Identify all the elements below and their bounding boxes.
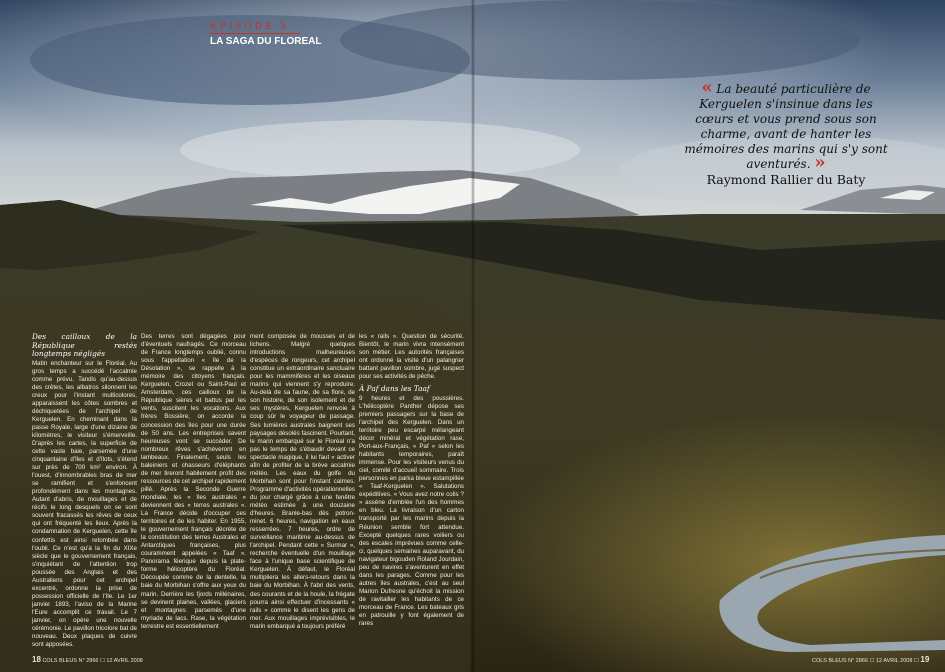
folio-text-left: COLS BLEUS N° 2866 ☐ 12 AVRIL 2008 bbox=[42, 658, 143, 664]
column-text: Matin enchanteur sur le Floréal. Au gros temps a succédé l'accalmie comme prévu. Tandis qu'au-dessus des crêtes, les albatros silonnent les creux pour l'instant multicolores, apparaissent les côtes sombres et déchiquetées de l'archipel de Kerguelen. En cheminant dans la passe Royale, large d'une dizaine de kilomètres, le visiteur s'émerveille. D'après les cartes, la superficie de cette vaste baie, parsemée d'une cinquantaine d'îles et d'îlots, s'étend sur près de 700 km² environ. À l'ouest, d'innombrables bras de mer se ramifient et s'enfoncent profondément dans les montagnes. Autant d'abris, de mouillages et de récifs le long desquels on se sont souvent fracassés les rêves de ceux qui ont fréquenté les lieux. Après la condamnation de Kerguelen, cette île confettis est ainsi retombée dans l'oubli. Ce n'est qu'à la fin du XIXe siècle que le gouvernement français, s'inquiétant de l'attention trop poussée des Anglais et des Australiens pour cet archipel excentré, ordonne la prise de possession officielle de l'île. Le 1er janvier 1893, l'aviso de la Marine l'Eure accomplit ce travail. Le 7 janvier, on opère une nouvelle cérémonie. Le pavillon tricolore bat de nouveau. Deux plaques de cuivre sont apposées. bbox=[32, 359, 137, 649]
article-column-3 bbox=[250, 333, 355, 651]
column-text: Des terres sont dégagées pour d'éventuels naufragés. Ce morceau de France longtemps oublié, connu sous l'appellation « île de la Désolation », se rappelle à la mémoire des citoyens français. Kerguelen, Crozet ou Saint-Paul et Amsterdam, ces cailloux de la République sières et battus par les vents, suscitent les vocations. Aux frères Bossière, on accorde la concession des îles pour une durée de 50 ans. Les entreprises savent heureuses vont se succéder. De nombreux rêves s'achèveront en lambeaux. Finalement, seuls les baleiniers et chasseurs d'éléphants de mer tireront habilement profit des ressources de cet archipel rapidement pillé. Après la Seconde Guerre mondiale, les « îles australes » deviennent des « terres australes ». La France décide d'occuper ces territoires et de les habiter. En 1955, le gouvernement français décrète de la constitution des terres Australes et Antarctiques françaises, plus couramment appelées « Taaf ». Panorama féerique depuis la plate-forme hélicoptère du Floréal. Découpée comme de la dentelle, la baie du Morbihan s'offre aux yeux du marin. Derrière les fjords millénaires, se devinent plaines, vallées, glaciers et montagnes parsemés d'une myriade de lacs. Rase, la végétation terrestre est essentiellement bbox=[141, 333, 246, 630]
subheading: À Paf dans les Taaf bbox=[359, 384, 430, 394]
folio-left bbox=[32, 655, 143, 664]
pull-quote bbox=[680, 77, 892, 187]
column-text: 9 heures et des poussières. L'hélicoptère Panther dépose ses premiers passagers sur la base de l'archipel des Kerguelen. Dans un territoire peu escarpé mélangeant décor minéral et végétation rase, Port-aux-Français, « Paf » selon les habitants temporaires, paraît immense. Pour les visiteurs venus du ciel, comité d'accueil sommaire. Trois personnes en parka bleue estampillée « Taaf-Kerguelen ». Salutations expéditives. « Vous avez notre colis ? » assène d'emblée l'un des hommes en bleu. La livraison d'un carton transporté par les marins depuis la Réunion semble fort attendue. Excepté quelques rares voiliers ou des escales imprévues comme celle-ci, quelques semaines auparavant, du navigateur bigouden Roland Jourdain, peu de navires s'aventurent en effet dans les parages. Comme pour les autres îles australes, c'est au seul Marion Dufresne qu'échoit la mission de ravitailler les habitants de ce morceau de France. Les bateaux gris en patrouille y font également de rares bbox=[359, 394, 464, 628]
folio-text-right: COLS BLEUS N° 2866 ☐ 12 AVRIL 2008 ☐ bbox=[812, 658, 919, 664]
article-column-4 bbox=[359, 333, 464, 651]
column-text: les « rails ». Question de sécurité. Bientôt, le marin vivra intensément son métier. Les autorités françaises ont ordonné la visite d'un palangrier battant pavillon sombre, jugé suspect pour ses activités de pêche. bbox=[359, 333, 464, 381]
section-kicker bbox=[210, 22, 322, 48]
quote-close-mark: » bbox=[814, 152, 826, 173]
series-title: LA SAGA DU FLOREAL bbox=[210, 33, 300, 48]
folio-right bbox=[812, 655, 929, 664]
page-number-right: 19 bbox=[920, 655, 930, 664]
episode-label: EPISODE 5 bbox=[210, 22, 290, 32]
quote-text: La beauté particulière de Kerguelen s'insinue dans les cœurs et vous prend sous son charme, avant de hanter les mémoires des marins qui s'y sont aventurés. bbox=[684, 82, 888, 171]
quote-open-mark: « bbox=[701, 77, 713, 98]
article-column-2 bbox=[141, 333, 246, 651]
subheading: Des cailloux de la République restés longtemps négligés bbox=[32, 333, 137, 358]
page-number-left: 18 bbox=[32, 655, 41, 664]
quote-author: Raymond Rallier du Baty bbox=[706, 172, 866, 187]
spread-gutter bbox=[471, 0, 475, 672]
column-text: ment composée de mousses et de lichens. Malgré quelques introductions malheureuses d'espèces de rongeurs, cet archipel constitue un extraordinaire sanctuaire pour les mammifères et les oiseaux marins qui viennent s'y reproduire. Au-delà de sa faune, de sa flore, de son histoire, de son isolement et de ses mystères, Kerguelen renvoie à coup sûr le voyageur de passage. Ses lumières australes baignent ses paysages désolés fascinent. Pourtant, le marin embarqué sur le Floréal n'a pas le temps de s'ébaudir devant ce spectacle magique, il lui faut « activer afin de profiter de la brève accalmie météo. Les eaux du golfe du Morbihan sont pour l'instant calmes. Programme d'activités opérationnelles du jour chargé grâce à une fenêtre météo estimée à une douzaine d'heures. Branle-bas dès potron-minet. 6 heures, navigation en eaux resserrées. 7 heures, ordre de surveillance maritime au-dessus de l'archipel. Pendant cette « Surmar », recherche éventuelle d'un mouillage face à l'unique base scientifique de Kerguelen. À défaut, le Floréal multipliera les allers-retours dans la baie du Morbihan. À l'abri des vents, des courants et de la houle, la frégate pourra ainsi effectuer d'incessants « rails » comme le disent les gens de mer. Aux mouillages imprévisibles, le marin embarqué a toujours préféré bbox=[250, 333, 355, 630]
article-column-1 bbox=[32, 333, 137, 651]
